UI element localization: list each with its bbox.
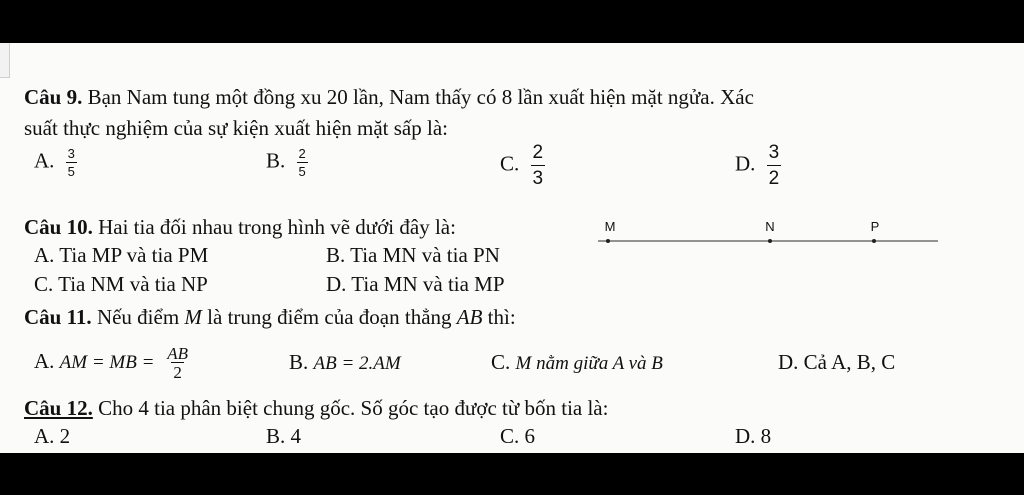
q11-a-den: 2 [173, 363, 182, 382]
q9-c-den: 3 [531, 165, 546, 188]
q10-question [24, 215, 456, 239]
q11-option-a [34, 345, 190, 381]
q9-c-label: C. [500, 151, 520, 176]
q9-line2: suất thực nghiệm của sự kiện xuất hiện mặt sấp là: [24, 116, 448, 140]
worksheet-page [0, 43, 1024, 453]
q9-d-num: 3 [768, 142, 780, 163]
q12-question [24, 396, 608, 420]
page-corner [0, 43, 10, 78]
q11-question [24, 305, 516, 329]
point-p-dot [872, 239, 876, 243]
q9-b-fraction [297, 147, 308, 178]
q11-a-num: AB [167, 344, 188, 363]
q11-a-fraction [165, 345, 190, 381]
q11-var-m: M [184, 305, 202, 329]
q11-text-pre: Nếu điểm [91, 305, 185, 329]
q12-label: Câu 12. [24, 396, 93, 420]
point-n-dot [768, 239, 772, 243]
q11-text-mid: là trung điểm của đoạn thẳng [201, 305, 457, 329]
q9-b-den: 5 [298, 164, 306, 179]
q11-b-label: B. [289, 350, 309, 374]
point-m-label: M [604, 219, 616, 234]
q11-b-expr: AB = 2.AM [313, 353, 401, 374]
q11-option-c [491, 350, 663, 376]
q10-line-figure [598, 219, 938, 259]
q9-a-num: 3 [67, 146, 75, 161]
q9-label: Câu 9. [24, 85, 83, 109]
q10-option-d: D. Tia MN và tia MP [326, 272, 505, 296]
point-n-label: N [765, 219, 775, 234]
q11-option-d: D. Cả A, B, C [778, 350, 896, 374]
q11-text-post: thì: [482, 305, 516, 329]
q9-option-c [500, 143, 545, 188]
q9-d-label: D. [735, 151, 756, 176]
q9-d-den: 2 [767, 165, 782, 188]
q9-c-num: 2 [532, 142, 544, 163]
q11-c-label: C. [491, 350, 511, 374]
q11-c-expr: M nằm giữa A và B [515, 353, 663, 374]
q11-var-ab: AB [456, 305, 483, 329]
q12-option-c: C. 6 [500, 424, 536, 448]
q12-text: Cho 4 tia phân biệt chung gốc. Số góc tạo được từ bốn tia là: [92, 396, 609, 420]
q9-a-fraction [66, 147, 77, 178]
q10-option-b: B. Tia MN và tia PN [326, 243, 500, 267]
q12-option-b: B. 4 [266, 424, 302, 448]
q9-d-fraction [767, 143, 782, 188]
q9-text1: Bạn Nam tung một đồng xu 20 lần, Nam thấy có 8 lần xuất hiện mặt ngửa. Xác [82, 85, 754, 109]
q11-a-label: A. [34, 348, 55, 373]
q10-option-c: C. Tia NM và tia NP [34, 272, 208, 296]
q9-a-den: 5 [67, 164, 75, 179]
q10-option-a: A. Tia MP và tia PM [34, 243, 209, 267]
q10-label: Câu 10. [24, 215, 93, 239]
q9-option-b [266, 147, 308, 178]
q10-text: Hai tia đối nhau trong hình vẽ dưới đây là: [92, 215, 456, 239]
point-m-dot [606, 239, 610, 243]
q9-line1 [24, 85, 754, 109]
q12-option-a: A. 2 [34, 424, 71, 448]
q12-option-d: D. 8 [735, 424, 772, 448]
q11-a-expr: AM = MB = [59, 351, 160, 373]
q9-a-label: A. [34, 148, 55, 173]
q9-option-a [34, 147, 77, 178]
q11-label: Câu 11. [24, 305, 92, 329]
q11-option-b [289, 350, 401, 376]
point-p-label: P [870, 219, 880, 234]
q9-b-num: 2 [298, 146, 306, 161]
q9-b-label: B. [266, 148, 286, 173]
q9-option-d [735, 143, 781, 188]
q9-c-fraction [531, 143, 546, 188]
